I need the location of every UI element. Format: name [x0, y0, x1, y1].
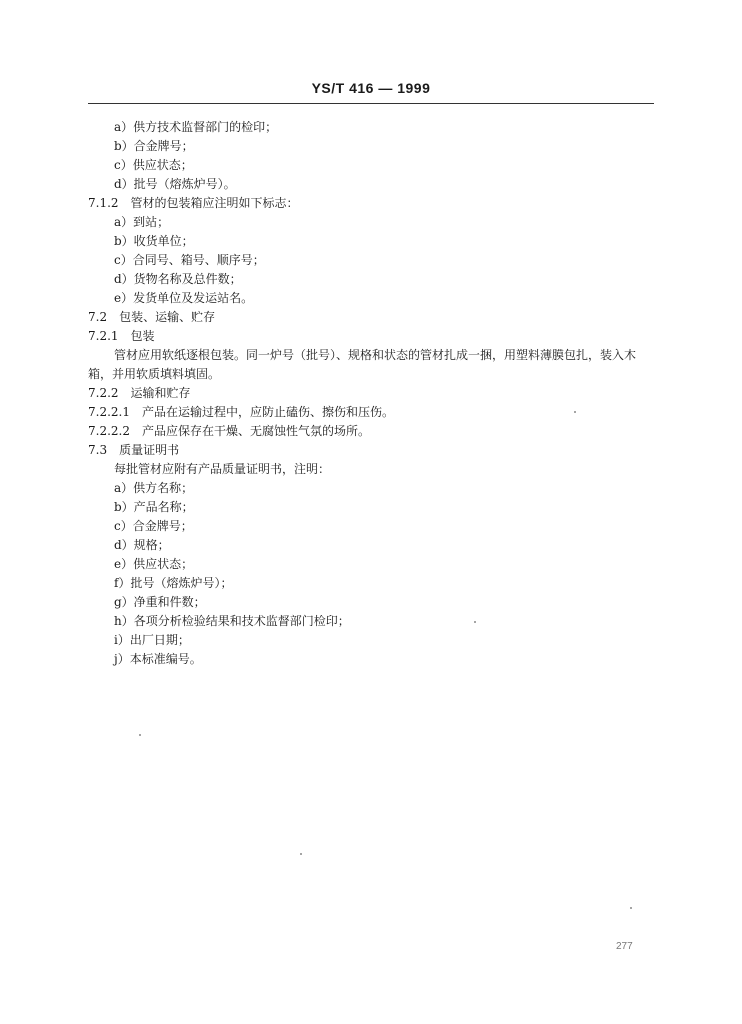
list-item: c）合同号、箱号、顺序号；: [114, 253, 265, 267]
list-item: a）到站；: [114, 215, 170, 229]
scan-speck: [630, 907, 632, 909]
list-item: d）货物名称及总件数；: [114, 272, 242, 286]
list-item: b）合金牌号；: [114, 139, 194, 153]
list-item: b）收货单位；: [114, 234, 194, 248]
list-item: d）规格；: [114, 538, 170, 552]
list-item: e）供应状态；: [114, 557, 194, 571]
list-item: d）批号（熔炼炉号）。: [114, 177, 236, 191]
page-header-standard-number: YS/T 416 — 1999: [311, 80, 431, 96]
paragraph-cert-intro: 每批管材应附有产品质量证明书，注明：: [114, 462, 331, 476]
list-item: c）合金牌号；: [114, 519, 193, 533]
header-rule: [88, 103, 654, 104]
list-item: g）净重和件数；: [114, 595, 206, 609]
scan-speck: [139, 734, 141, 736]
clause-7-2-2-2: 7.2.2.2 产品应保存在干燥、无腐蚀性气氛的场所。: [88, 424, 370, 438]
list-item: f）批号（熔炼炉号）；: [114, 576, 233, 590]
clause-7-2-2-1: 7.2.2.1 产品在运输过程中，应防止磕伤、擦伤和压伤。: [88, 405, 394, 419]
list-item: i）出厂日期；: [114, 633, 190, 647]
list-item: a）供方名称；: [114, 481, 194, 495]
section-heading-7-2: 7.2 包装、运输、贮存: [88, 310, 216, 324]
scan-speck: [474, 621, 476, 623]
list-item: c）供应状态；: [114, 158, 193, 172]
scan-speck: [300, 853, 302, 855]
paragraph-packing: 管材应用软纸逐根包装。同一炉号（批号）、规格和状态的管材扎成一捆，用塑料薄膜包扎，装入木: [114, 348, 637, 362]
list-item: a）供方技术监督部门的检印；: [114, 120, 278, 134]
list-item: e）发货单位及发运站名。: [114, 291, 254, 305]
paragraph-packing-continued: 箱，并用软质填料填固。: [88, 367, 221, 381]
list-item: b）产品名称；: [114, 500, 194, 514]
section-heading-7-3: 7.3 质量证明书: [88, 443, 180, 457]
section-heading-7-1-2: 7.1.2 管材的包装箱应注明如下标志：: [88, 196, 299, 210]
page-number: 277: [616, 941, 633, 952]
list-item: h）各项分析检验结果和技术监督部门检印；: [114, 614, 350, 628]
section-heading-7-2-1: 7.2.1 包装: [88, 329, 155, 343]
section-heading-7-2-2: 7.2.2 运输和贮存: [88, 386, 191, 400]
scan-speck: [574, 411, 576, 413]
list-item: j）本标准编号。: [114, 652, 202, 666]
